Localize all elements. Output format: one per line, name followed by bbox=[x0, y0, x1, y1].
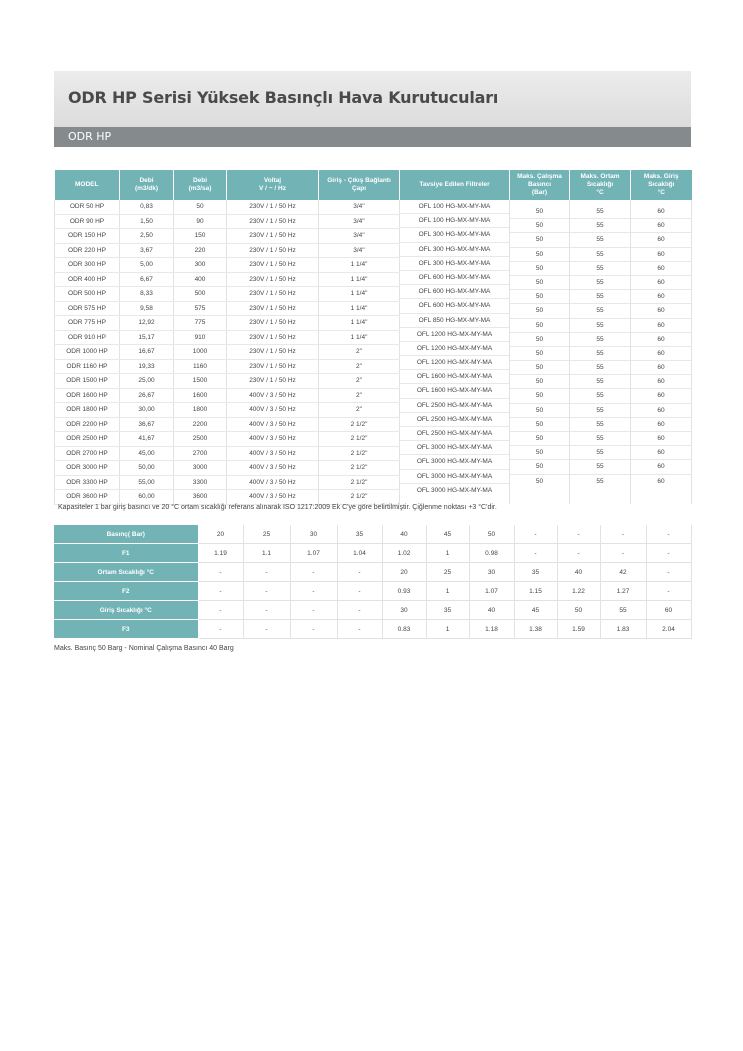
section-subtitle: ODR HP bbox=[68, 130, 112, 143]
table-cell: - bbox=[198, 563, 243, 582]
table-cell: 60 bbox=[631, 404, 691, 418]
table-cell: 60 bbox=[631, 219, 691, 233]
table-cell: - bbox=[600, 544, 646, 563]
table-cell: 2,50 bbox=[120, 229, 174, 244]
table-cell: 36,67 bbox=[120, 417, 174, 432]
table-cell: - bbox=[646, 563, 691, 582]
column-header: Debi (m3/sa) bbox=[174, 170, 227, 200]
factor-row bbox=[54, 601, 691, 620]
column-header: Debi (m3/dk) bbox=[120, 170, 174, 200]
table-cell: 60 bbox=[631, 418, 691, 432]
table-cell: 50 bbox=[510, 319, 569, 333]
table-cell: 50 bbox=[174, 200, 227, 214]
factor-row bbox=[54, 582, 691, 601]
table-cell: 50 bbox=[510, 347, 569, 361]
table-cell: 1.15 bbox=[514, 582, 557, 601]
table-cell: 60,00 bbox=[120, 490, 174, 505]
table-cell: OFL 1600 HG-MX-MY-MA bbox=[400, 370, 509, 384]
column-header: MODEL bbox=[55, 170, 120, 200]
table-cell: 2" bbox=[319, 374, 400, 389]
table-cell: - bbox=[198, 601, 243, 620]
title-band bbox=[54, 71, 691, 127]
column-filters bbox=[400, 200, 510, 504]
table-cell: 2 1/2" bbox=[319, 475, 400, 490]
table-cell: ODR 150 HP bbox=[55, 229, 120, 244]
table-cell: 1 1/4" bbox=[319, 301, 400, 316]
table-cell: 0.93 bbox=[382, 582, 426, 601]
table-cell: 60 bbox=[646, 601, 691, 620]
table-cell: 50 bbox=[510, 304, 569, 318]
table-cell: 400 bbox=[174, 272, 227, 287]
table-cell: 230V / 1 / 50 Hz bbox=[227, 229, 319, 244]
factor-row bbox=[54, 525, 691, 544]
table-cell: 1500 bbox=[174, 374, 227, 389]
table-cell: 15,17 bbox=[120, 330, 174, 345]
table-cell: 0,83 bbox=[120, 200, 174, 214]
table-cell: 40 bbox=[557, 563, 600, 582]
table-cell: 50 bbox=[535, 477, 544, 485]
table-cell: 30 bbox=[290, 525, 337, 544]
table-cell: 3,67 bbox=[120, 243, 174, 258]
table-cell: OFL 850 HG-MX-MY-MA bbox=[400, 314, 509, 328]
row-label: F3 bbox=[54, 620, 198, 639]
table-cell: 1.07 bbox=[290, 544, 337, 563]
table-cell: - bbox=[243, 601, 290, 620]
table-cell: - bbox=[290, 563, 337, 582]
table-cell: 19,33 bbox=[120, 359, 174, 374]
table-cell: 55 bbox=[570, 248, 630, 262]
table-cell: 55 bbox=[570, 375, 630, 389]
table-cell: ODR 90 HP bbox=[55, 214, 120, 229]
table-cell: 55 bbox=[570, 276, 630, 290]
table-cell: OFL 1200 HG-MX-MY-MA bbox=[400, 328, 509, 342]
table-cell: ODR 3300 HP bbox=[55, 475, 120, 490]
table-cell: OFL 600 HG-MX-MY-MA bbox=[400, 271, 509, 285]
table-cell: ODR 220 HP bbox=[55, 243, 120, 258]
table-cell: 50 bbox=[510, 418, 569, 432]
table-cell: 3/4'' bbox=[319, 229, 400, 244]
table-cell: - bbox=[198, 582, 243, 601]
table-cell: OFL 3000 HG-MX-MY-MA bbox=[400, 470, 509, 484]
table-cell: ODR 1600 HP bbox=[55, 388, 120, 403]
table-cell: 12,92 bbox=[120, 316, 174, 331]
table-cell: 16,67 bbox=[120, 345, 174, 360]
table-cell: - bbox=[557, 544, 600, 563]
table-cell: 1.04 bbox=[337, 544, 382, 563]
table-cell: 400V / 3 / 50 Hz bbox=[227, 388, 319, 403]
table-cell: 55 bbox=[570, 290, 630, 304]
table-cell: - bbox=[337, 601, 382, 620]
table-cell: 35 bbox=[337, 525, 382, 544]
table-cell: 60 bbox=[631, 319, 691, 333]
table-cell: 41,67 bbox=[120, 432, 174, 447]
table-cell: 3000 bbox=[174, 461, 227, 476]
table-cell: 55 bbox=[570, 262, 630, 276]
table-cell: 60 bbox=[631, 248, 691, 262]
column-header: Voltaj V / ~ / Hz bbox=[227, 170, 319, 200]
table-cell: 40 bbox=[469, 601, 514, 620]
table-cell: ODR 910 HP bbox=[55, 330, 120, 345]
table-cell: 30,00 bbox=[120, 403, 174, 418]
table-cell: 55 bbox=[570, 460, 630, 474]
table-cell: 1.38 bbox=[514, 620, 557, 639]
table-cell: 1160 bbox=[174, 359, 227, 374]
table-cell: 50 bbox=[510, 446, 569, 460]
table-cell: 55 bbox=[570, 404, 630, 418]
table-cell: - bbox=[337, 563, 382, 582]
table-cell: 60 bbox=[631, 276, 691, 290]
page-title: ODR HP Serisi Yüksek Basınçlı Hava Kurutucuları bbox=[68, 88, 499, 107]
table-cell: 25 bbox=[426, 563, 469, 582]
table-cell: 9,58 bbox=[120, 301, 174, 316]
table-cell: 1600 bbox=[174, 388, 227, 403]
table-cell: - bbox=[646, 544, 691, 563]
table-cell: 35 bbox=[514, 563, 557, 582]
column-header: Maks. Giriş Sıcaklığı °C bbox=[631, 170, 692, 200]
table-cell: 50 bbox=[510, 205, 569, 219]
spec-table-header bbox=[55, 170, 692, 200]
table-cell: 50 bbox=[510, 404, 569, 418]
table-cell: - bbox=[243, 582, 290, 601]
table-cell: 20 bbox=[198, 525, 243, 544]
table-cell: 1 1/4" bbox=[319, 287, 400, 302]
table-cell: ODR 1160 HP bbox=[55, 359, 120, 374]
table-cell: 25 bbox=[243, 525, 290, 544]
table-cell: 45,00 bbox=[120, 446, 174, 461]
table-cell: 60 bbox=[631, 432, 691, 446]
table-cell: 55 bbox=[570, 361, 630, 375]
table-cell: 230V / 1 / 50 Hz bbox=[227, 374, 319, 389]
factor-row bbox=[54, 563, 691, 582]
table-cell: ODR 775 HP bbox=[55, 316, 120, 331]
table-cell: OFL 1600 HG-MX-MY-MA bbox=[400, 384, 509, 398]
factor-row bbox=[54, 620, 691, 639]
table-cell: 2.04 bbox=[646, 620, 691, 639]
table-cell: 1800 bbox=[174, 403, 227, 418]
table-cell: - bbox=[198, 620, 243, 639]
table-cell: 2700 bbox=[174, 446, 227, 461]
table-cell: OFL 2500 HG-MX-MY-MA bbox=[400, 413, 509, 427]
table-cell: OFL 300 HG-MX-MY-MA bbox=[400, 243, 509, 257]
table-cell: 60 bbox=[631, 290, 691, 304]
row-label: F1 bbox=[54, 544, 198, 563]
table-cell: 55 bbox=[570, 333, 630, 347]
table-cell: 1 1/4" bbox=[319, 330, 400, 345]
table-cell: - bbox=[337, 582, 382, 601]
table-cell: 230V / 1 / 50 Hz bbox=[227, 301, 319, 316]
table-cell: - bbox=[646, 582, 691, 601]
column-header: Maks. Ortam Sıcaklığı °C bbox=[570, 170, 631, 200]
table-cell: 55 bbox=[570, 219, 630, 233]
table-cell: 50 bbox=[510, 333, 569, 347]
table-cell: 230V / 1 / 50 Hz bbox=[227, 272, 319, 287]
table-cell: 1.27 bbox=[600, 582, 646, 601]
table-cell: 1,50 bbox=[120, 214, 174, 229]
column-header: Tavsiye Edilen Filtreler bbox=[400, 170, 510, 200]
table-cell: OFL 2500 HG-MX-MY-MA bbox=[400, 427, 509, 441]
table-cell: ODR 575 HP bbox=[55, 301, 120, 316]
table-cell: 50 bbox=[510, 248, 569, 262]
table-cell: 26,67 bbox=[120, 388, 174, 403]
table-cell: OFL 1200 HG-MX-MY-MA bbox=[400, 342, 509, 356]
table-cell: 30 bbox=[469, 563, 514, 582]
table-cell: 1 bbox=[426, 544, 469, 563]
table-cell: 60 bbox=[657, 477, 665, 485]
table-cell: 55 bbox=[600, 601, 646, 620]
table-cell: 60 bbox=[631, 205, 691, 219]
table-cell: 2 1/2" bbox=[319, 432, 400, 447]
table-cell: OFL 300 HG-MX-MY-MA bbox=[400, 257, 509, 271]
factor-row bbox=[54, 544, 691, 563]
row-label: Giriş Sıcaklığı °C bbox=[54, 601, 198, 620]
table-cell: 25,00 bbox=[120, 374, 174, 389]
table-cell: 1.02 bbox=[382, 544, 426, 563]
table-cell: OFL 3000 HG-MX-MY-MA bbox=[400, 455, 509, 469]
table-cell: 60 bbox=[631, 375, 691, 389]
table-cell: 500 bbox=[174, 287, 227, 302]
column-header: Giriş - Çıkış Bağlantı Çapı bbox=[319, 170, 400, 200]
table-cell: - bbox=[290, 620, 337, 639]
table-cell: ODR 2700 HP bbox=[55, 446, 120, 461]
table-cell: 230V / 1 / 50 Hz bbox=[227, 330, 319, 345]
table-cell: 60 bbox=[631, 333, 691, 347]
table-cell: ODR 50 HP bbox=[55, 200, 120, 214]
table-cell: - bbox=[557, 525, 600, 544]
table-cell: 400V / 3 / 50 Hz bbox=[227, 461, 319, 476]
table-cell: 230V / 1 / 50 Hz bbox=[227, 359, 319, 374]
table-cell: 55 bbox=[596, 477, 604, 485]
table-cell: 50 bbox=[510, 389, 569, 403]
table-cell: - bbox=[290, 601, 337, 620]
table-cell: 50 bbox=[510, 460, 569, 474]
table-cell: OFL 100 HG-MX-MY-MA bbox=[400, 214, 509, 228]
table-cell: 575 bbox=[174, 301, 227, 316]
table-cell: 50 bbox=[510, 276, 569, 290]
column-header: Maks. Çalışma Basıncı (Bar) bbox=[510, 170, 570, 200]
table-cell: 5,00 bbox=[120, 258, 174, 273]
table-cell: 400V / 3 / 50 Hz bbox=[227, 446, 319, 461]
table-cell: 2" bbox=[319, 388, 400, 403]
table-cell: 50 bbox=[510, 290, 569, 304]
table-cell: 20 bbox=[382, 563, 426, 582]
table-cell: 230V / 1 / 50 Hz bbox=[227, 258, 319, 273]
table-cell: 50 bbox=[510, 233, 569, 247]
table-cell: - bbox=[337, 620, 382, 639]
table-cell: 2" bbox=[319, 345, 400, 360]
table-cell: 55 bbox=[570, 347, 630, 361]
table-cell: 3/4'' bbox=[319, 243, 400, 258]
column-max-inlet bbox=[631, 200, 692, 504]
row-label: Basınç( Bar) bbox=[54, 525, 198, 544]
table-cell: 400V / 3 / 50 Hz bbox=[227, 475, 319, 490]
table-cell: 2 1/2" bbox=[319, 446, 400, 461]
table-cell: 3/4'' bbox=[319, 200, 400, 214]
column-max-ambient bbox=[570, 200, 631, 504]
table-cell: ODR 300 HP bbox=[55, 258, 120, 273]
table-cell: 1 1/4" bbox=[319, 272, 400, 287]
table-cell: 50 bbox=[557, 601, 600, 620]
table-cell: 230V / 1 / 50 Hz bbox=[227, 243, 319, 258]
row-label: F2 bbox=[54, 582, 198, 601]
table-cell: 45 bbox=[514, 601, 557, 620]
column-max-pressure bbox=[510, 200, 570, 504]
table-cell: 1.07 bbox=[469, 582, 514, 601]
table-cell: 3600 bbox=[174, 490, 227, 505]
table-cell: OFL 600 HG-MX-MY-MA bbox=[400, 299, 509, 313]
table-cell: 50 bbox=[469, 525, 514, 544]
table-cell: 60 bbox=[631, 389, 691, 403]
table-cell: 775 bbox=[174, 316, 227, 331]
table-cell: 1.83 bbox=[600, 620, 646, 639]
table-cell: 45 bbox=[426, 525, 469, 544]
table-cell: ODR 1800 HP bbox=[55, 403, 120, 418]
capacity-note: Kapasiteler 1 bar giriş basıncı ve 20 °C ortam sıcaklığı referans alınarak ISO 1217:2009 Ek C'ye göre belirtilmiştir. Çiğlenme noktası +3 °C'dir. bbox=[58, 504, 497, 511]
table-cell: 1 bbox=[426, 620, 469, 639]
table-cell: 50 bbox=[510, 432, 569, 446]
table-cell: 1.22 bbox=[557, 582, 600, 601]
table-cell: ODR 500 HP bbox=[55, 287, 120, 302]
subtitle-band bbox=[54, 127, 691, 147]
table-cell: 3300 bbox=[174, 475, 227, 490]
table-cell: 55 bbox=[570, 432, 630, 446]
table-cell: - bbox=[514, 525, 557, 544]
table-cell: ODR 1000 HP bbox=[55, 345, 120, 360]
table-cell: 60 bbox=[631, 262, 691, 276]
table-cell: OFL 3000 HG-MX-MY-MA bbox=[400, 441, 509, 455]
table-cell: OFL 600 HG-MX-MY-MA bbox=[400, 285, 509, 299]
table-cell: 55 bbox=[570, 205, 630, 219]
table-cell: 0.83 bbox=[382, 620, 426, 639]
table-cell: 1 1/4" bbox=[319, 258, 400, 273]
table-cell: 1.18 bbox=[469, 620, 514, 639]
table-cell: 230V / 1 / 50 Hz bbox=[227, 287, 319, 302]
table-cell: 1.1 bbox=[243, 544, 290, 563]
table-cell: 1 1/4" bbox=[319, 316, 400, 331]
table-cell: 42 bbox=[600, 563, 646, 582]
table-cell: 1000 bbox=[174, 345, 227, 360]
table-cell: OFL 100 HG-MX-MY-MA bbox=[400, 200, 509, 214]
table-cell: 55 bbox=[570, 233, 630, 247]
table-cell: ODR 1500 HP bbox=[55, 374, 120, 389]
table-cell: OFL 1200 HG-MX-MY-MA bbox=[400, 356, 509, 370]
table-cell: 8,33 bbox=[120, 287, 174, 302]
table-cell: 150 bbox=[174, 229, 227, 244]
table-cell: 2500 bbox=[174, 432, 227, 447]
table-cell: 230V / 1 / 50 Hz bbox=[227, 316, 319, 331]
table-cell: ODR 2200 HP bbox=[55, 417, 120, 432]
table-cell: 55,00 bbox=[120, 475, 174, 490]
table-cell: 50,00 bbox=[120, 461, 174, 476]
table-cell: ODR 400 HP bbox=[55, 272, 120, 287]
table-cell: 1 bbox=[426, 582, 469, 601]
table-cell: ODR 2500 HP bbox=[55, 432, 120, 447]
table-cell: 60 bbox=[631, 446, 691, 460]
pressure-note: Maks. Basınç 50 Barg - Nominal Çalışma Basıncı 40 Barg bbox=[54, 645, 234, 652]
table-cell: 50 bbox=[510, 375, 569, 389]
table-cell: 40 bbox=[382, 525, 426, 544]
table-cell: ODR 3600 HP bbox=[55, 490, 120, 505]
table-cell: 60 bbox=[631, 347, 691, 361]
table-cell: 60 bbox=[631, 304, 691, 318]
table-cell: 55 bbox=[570, 418, 630, 432]
table-cell: 50 bbox=[510, 361, 569, 375]
table-cell: 2 1/2" bbox=[319, 490, 400, 505]
table-cell: 400V / 3 / 50 Hz bbox=[227, 417, 319, 432]
table-cell: ODR 3000 HP bbox=[55, 461, 120, 476]
table-cell: - bbox=[600, 525, 646, 544]
table-cell: 1.19 bbox=[198, 544, 243, 563]
table-cell: 2200 bbox=[174, 417, 227, 432]
table-cell: 230V / 1 / 50 Hz bbox=[227, 345, 319, 360]
table-cell: 6,67 bbox=[120, 272, 174, 287]
table-cell: 0.98 bbox=[469, 544, 514, 563]
table-cell: 220 bbox=[174, 243, 227, 258]
table-cell: 60 bbox=[631, 460, 691, 474]
table-cell: 60 bbox=[631, 233, 691, 247]
table-cell: 230V / 1 / 50 Hz bbox=[227, 200, 319, 214]
table-cell: 30 bbox=[382, 601, 426, 620]
table-cell: 2" bbox=[319, 359, 400, 374]
table-cell: OFL 300 HG-MX-MY-MA bbox=[400, 228, 509, 242]
table-cell: 55 bbox=[570, 446, 630, 460]
table-cell: 1.59 bbox=[557, 620, 600, 639]
table-cell: OFL 3000 HG-MX-MY-MA bbox=[416, 486, 493, 494]
table-cell: - bbox=[243, 563, 290, 582]
table-cell: 230V / 1 / 50 Hz bbox=[227, 214, 319, 229]
table-cell: 400V / 3 / 50 Hz bbox=[227, 403, 319, 418]
table-cell: 55 bbox=[570, 389, 630, 403]
table-cell: - bbox=[243, 620, 290, 639]
table-cell: 2" bbox=[319, 403, 400, 418]
table-cell: 910 bbox=[174, 330, 227, 345]
table-cell: - bbox=[646, 525, 691, 544]
table-cell: 50 bbox=[510, 219, 569, 233]
table-cell: OFL 2500 HG-MX-MY-MA bbox=[400, 399, 509, 413]
correction-factor-table bbox=[54, 525, 692, 639]
table-cell: - bbox=[514, 544, 557, 563]
table-cell: 60 bbox=[631, 361, 691, 375]
table-cell: 2 1/2" bbox=[319, 417, 400, 432]
row-label: Ortam Sıcaklığı °C bbox=[54, 563, 198, 582]
table-cell: 400V / 3 / 50 Hz bbox=[227, 490, 319, 505]
table-cell: 55 bbox=[570, 319, 630, 333]
table-cell: 300 bbox=[174, 258, 227, 273]
table-cell: - bbox=[290, 582, 337, 601]
table-cell: 400V / 3 / 50 Hz bbox=[227, 432, 319, 447]
table-cell: 2 1/2" bbox=[319, 461, 400, 476]
table-row bbox=[55, 200, 692, 214]
spec-table bbox=[54, 170, 692, 505]
table-cell: 50 bbox=[510, 262, 569, 276]
table-cell: 35 bbox=[426, 601, 469, 620]
table-cell: 55 bbox=[570, 304, 630, 318]
table-cell: 3/4'' bbox=[319, 214, 400, 229]
table-cell: 90 bbox=[174, 214, 227, 229]
